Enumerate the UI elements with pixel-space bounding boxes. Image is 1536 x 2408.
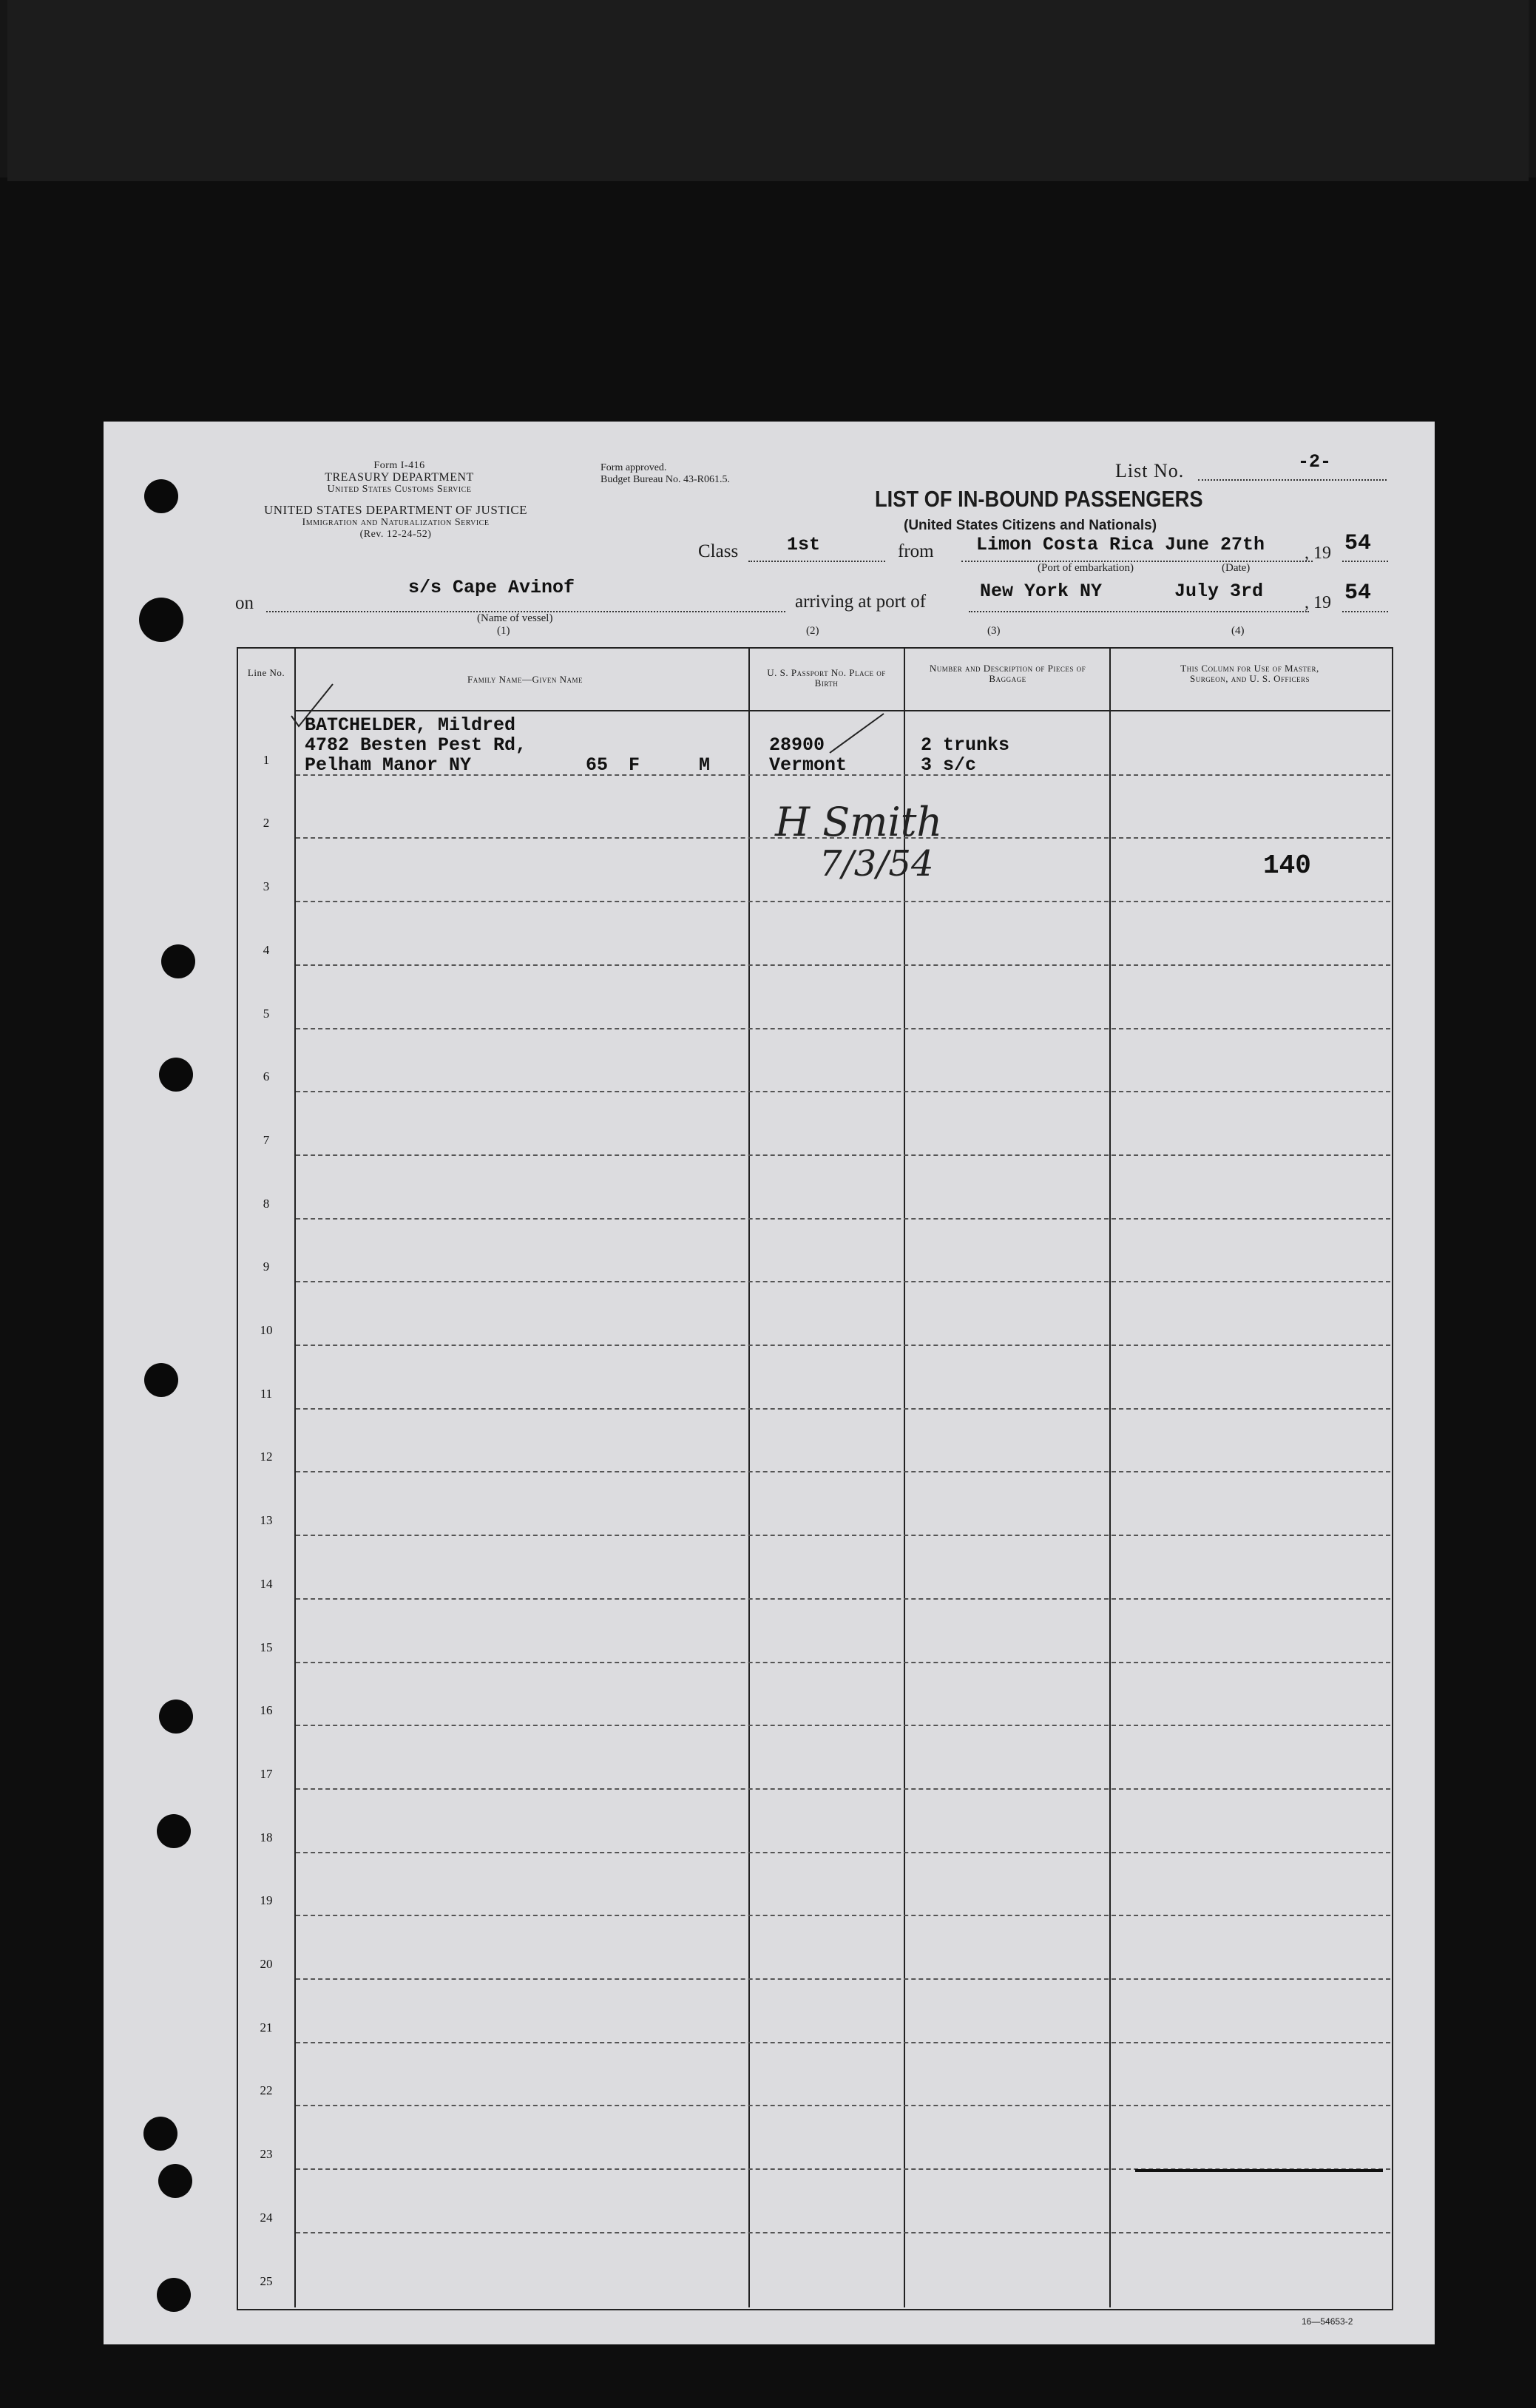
passenger-address-2: Pelham Manor NY — [305, 754, 472, 776]
col3-caption: (3) — [987, 625, 1001, 637]
form-number: Form I-416 — [373, 460, 425, 471]
line-number: 22 — [260, 2083, 273, 2098]
line-number: 11 — [260, 1386, 273, 1401]
class-label: Class — [698, 541, 739, 561]
col2-caption: (2) — [806, 625, 819, 637]
baggage-line-2: 3 s/c — [921, 754, 977, 776]
footer-code: 16—54653-2 — [1302, 2316, 1353, 2327]
check-mark — [830, 714, 884, 753]
line-number: 8 — [263, 1196, 270, 1211]
line-number: 21 — [260, 2020, 273, 2035]
line-number: 17 — [260, 1766, 273, 1781]
date-caption: (Date) — [1222, 562, 1251, 574]
line-number: 15 — [260, 1640, 273, 1654]
passenger-name: BATCHELDER, Mildred — [305, 714, 516, 736]
officer-number: 140 — [1263, 850, 1311, 881]
vessel-value: s/s Cape Avinof — [408, 577, 575, 598]
class-value: 1st — [787, 534, 821, 555]
line-number: 25 — [260, 2273, 273, 2288]
ins-label: Immigration and Naturalization Service — [302, 517, 490, 528]
form-title: LIST OF IN-BOUND PASSENGERS — [875, 486, 1203, 512]
passenger-address-1: 4782 Besten Pest Rd, — [305, 734, 527, 756]
line-number: 24 — [260, 2210, 273, 2225]
header-line-no: Line No. — [247, 667, 285, 678]
passenger-age: 65 — [586, 754, 609, 776]
line-number: 14 — [260, 1576, 273, 1591]
list-no-value: -2- — [1298, 451, 1332, 473]
line-number: 2 — [263, 816, 270, 831]
arrival-date-value: July 3rd — [1174, 581, 1264, 602]
birthplace: Vermont — [769, 754, 847, 776]
year-prefix-2: , 19 — [1305, 593, 1331, 612]
line-number: 6 — [263, 1069, 270, 1084]
list-no-label: List No. — [1115, 460, 1185, 481]
line-number: 12 — [260, 1450, 273, 1464]
line-number: 5 — [263, 1006, 270, 1021]
passenger-marital: M — [699, 754, 711, 776]
line-number: 3 — [263, 879, 270, 894]
signature-name: H Smith — [775, 799, 943, 845]
year-value-2: 54 — [1344, 581, 1372, 606]
port-value: New York NY — [980, 581, 1103, 602]
header-passport: U. S. Passport No. Place of Birth — [767, 667, 886, 689]
line-number: 10 — [260, 1323, 273, 1337]
revision-label: (Rev. 12-24-52) — [359, 529, 432, 540]
line-number: 4 — [263, 942, 270, 957]
line-number: 1 — [263, 752, 270, 767]
vessel-caption: (Name of vessel) — [477, 612, 553, 624]
baggage-line-1: 2 trunks — [921, 734, 1010, 756]
line-number: 18 — [260, 1830, 273, 1844]
embarkation-caption: (Port of embarkation) — [1038, 562, 1134, 574]
signature-date: 7/3/54 — [819, 843, 934, 885]
line-number: 16 — [260, 1703, 273, 1718]
year-value-1: 54 — [1344, 531, 1372, 556]
header-name: Family Name—Given Name — [467, 674, 583, 685]
col4-caption: (4) — [1231, 625, 1245, 637]
justice-label: UNITED STATES DEPARTMENT OF JUSTICE — [263, 503, 528, 517]
approval-note: Form approved. — [600, 462, 667, 473]
line-number: 20 — [260, 1957, 273, 1971]
check-mark — [291, 684, 333, 726]
treasury-label: TREASURY DEPARTMENT — [325, 471, 474, 484]
header-baggage: Number and Description of Pieces of Baggage — [929, 663, 1086, 684]
line-number: 7 — [263, 1132, 270, 1147]
line-number: 23 — [260, 2147, 273, 2162]
on-label: on — [235, 593, 254, 613]
form-subtitle: (United States Citizens and Nationals) — [904, 518, 1157, 533]
budget-bureau-note: Budget Bureau No. 43-R061.5. — [600, 474, 730, 485]
customs-label: United States Customs Service — [327, 484, 472, 495]
line-number: 9 — [263, 1259, 270, 1274]
col1-caption: (1) — [497, 625, 510, 637]
header-officers: This Column for Use of Master, Surgeon, and U. S. Officers — [1180, 663, 1319, 684]
passenger-sex: F — [629, 754, 640, 776]
line-number: 13 — [260, 1513, 273, 1528]
arriving-label: arriving at port of — [795, 592, 927, 612]
year-prefix-1: , 19 — [1305, 544, 1331, 563]
line-number: 19 — [260, 1893, 273, 1908]
embarkation-value: Limon Costa Rica June 27th — [976, 534, 1265, 555]
from-label: from — [898, 541, 934, 561]
passport-number: 28900 — [769, 734, 825, 756]
